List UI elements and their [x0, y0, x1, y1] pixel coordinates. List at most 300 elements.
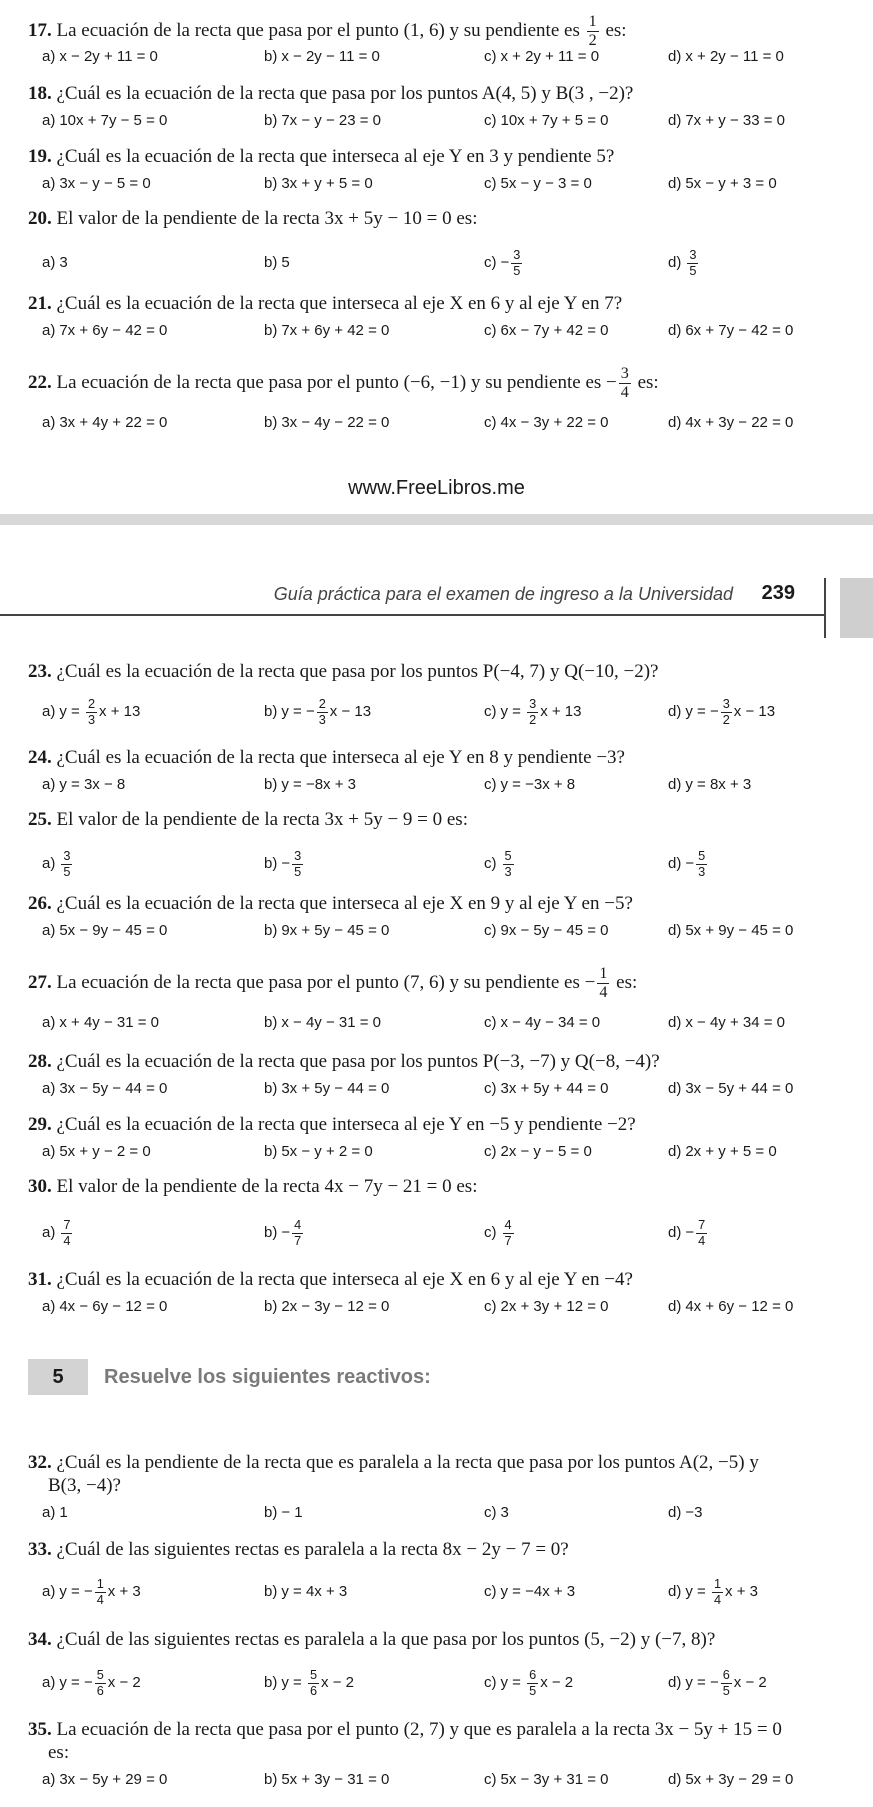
option-text: 5x − 9y − 45 = 0 [59, 922, 168, 939]
question-34: 34. ¿Cuál de las siguientes rectas es paralela a la que pasa por los puntos (5, −2) y (−7, 8)? [28, 1629, 716, 1650]
thumb-tab [840, 578, 873, 638]
fraction: $\frac{6}{5}$ [722, 1666, 730, 1698]
option-text: y = −4x + 3 [500, 1583, 576, 1600]
options-22 [28, 408, 838, 438]
fraction: $\frac{5}{6}$ [96, 1666, 104, 1698]
option-suffix: x − 2 [321, 1674, 354, 1691]
option-text: 3 [59, 254, 68, 271]
option-letter: b) [264, 855, 278, 872]
option-a[interactable] [42, 408, 167, 438]
option-text: 3x − y − 5 = 0 [59, 175, 151, 192]
option-letter: d) [668, 1298, 682, 1315]
option-b[interactable] [264, 1668, 354, 1698]
option-c[interactable] [484, 248, 524, 278]
option-c[interactable] [484, 1498, 509, 1528]
option-d[interactable] [668, 1074, 793, 1104]
option-c[interactable] [484, 1074, 609, 1104]
question-32: 32. ¿Cuál es la pendiente de la recta que es paralela a la recta que pasa por los puntos A(2, −5) y [28, 1452, 759, 1473]
fraction: $\frac{7}{4}$ [698, 1216, 706, 1248]
question-17: 17. La ecuación de la recta que pasa por el punto (1, 6) y su pendiente es $\frac{1}{2}$ es: [28, 13, 627, 50]
option-a[interactable] [42, 1137, 151, 1167]
option-letter: c) [484, 1224, 497, 1241]
fraction: $\frac{7}{4}$ [63, 1216, 71, 1248]
options-31 [28, 1292, 838, 1322]
option-prefix: − [685, 1224, 695, 1241]
option-a[interactable] [42, 1498, 68, 1528]
question-23: 23. ¿Cuál es la ecuación de la recta que pasa por los puntos P(−4, 7) y Q(−10, −2)? [28, 661, 659, 682]
question-21: 21. ¿Cuál es la ecuación de la recta que interseca al eje X en 6 y al eje Y en 7? [28, 293, 623, 314]
option-d[interactable] [668, 1577, 758, 1607]
option-letter: c) [484, 1504, 497, 1521]
options-23 [28, 697, 838, 727]
option-letter: c) [484, 1771, 497, 1788]
option-prefix: y = [59, 703, 84, 720]
option-text: 2x + y + 5 = 0 [685, 1143, 777, 1160]
option-d[interactable] [668, 770, 751, 800]
option-text: 9x + 5y − 45 = 0 [281, 922, 390, 939]
option-a[interactable] [42, 1765, 167, 1795]
option-text: 3x − 5y + 29 = 0 [59, 1771, 168, 1788]
option-text: 3x − 5y + 44 = 0 [685, 1080, 794, 1097]
option-suffix: x + 13 [99, 703, 141, 720]
option-text: 10x + 7y + 5 = 0 [500, 112, 609, 129]
option-text: 2x + 3y + 12 = 0 [500, 1298, 609, 1315]
option-letter: c) [484, 48, 497, 65]
option-suffix: x − 2 [540, 1674, 574, 1691]
option-letter: a) [42, 322, 56, 339]
fraction: $\frac{2}{3}$ [318, 695, 326, 727]
option-d[interactable] [668, 849, 709, 879]
header-rule [0, 614, 825, 616]
option-letter: d) [668, 855, 682, 872]
option-letter: d) [668, 1224, 682, 1241]
option-d[interactable] [668, 106, 785, 136]
options-34 [28, 1668, 838, 1698]
option-letter: a) [42, 855, 56, 872]
option-a[interactable] [42, 169, 151, 199]
option-b[interactable] [264, 248, 290, 278]
option-letter: b) [264, 112, 278, 129]
option-text: 3x + y + 5 = 0 [281, 175, 373, 192]
fraction: $\frac{1}{4}$ [713, 1575, 722, 1607]
options-27 [28, 1008, 838, 1038]
question-24: 24. ¿Cuál es la ecuación de la recta que interseca al eje Y en 8 y pendiente −3? [28, 747, 625, 768]
option-c[interactable] [484, 916, 609, 946]
options-26 [28, 916, 838, 946]
option-prefix: − [685, 855, 695, 872]
option-letter: b) [264, 1504, 278, 1521]
option-prefix: y = [500, 703, 526, 720]
option-letter: c) [484, 1583, 497, 1600]
option-text: 1 [59, 1504, 68, 1521]
question-28: 28. ¿Cuál es la ecuación de la recta que pasa por los puntos P(−3, −7) y Q(−8, −4)? [28, 1051, 660, 1072]
option-text: x − 4y + 34 = 0 [685, 1014, 785, 1031]
option-letter: d) [668, 1504, 682, 1521]
option-letter: c) [484, 1674, 497, 1691]
option-d[interactable] [668, 169, 777, 199]
fraction: $\frac{4}{7}$ [504, 1216, 512, 1248]
question-33: 33. ¿Cuál de las siguientes rectas es paralela a la recta 8x − 2y − 7 = 0? [28, 1539, 569, 1560]
fraction: $\frac{5}{6}$ [309, 1666, 318, 1698]
fraction: $\frac{5}{3}$ [698, 847, 706, 879]
option-prefix: y = [500, 1674, 526, 1691]
option-prefix: y = − [59, 1583, 93, 1600]
option-text: x + 4y − 31 = 0 [59, 1014, 159, 1031]
option-d[interactable] [668, 408, 793, 438]
option-c[interactable] [484, 1137, 592, 1167]
option-text: y = −8x + 3 [281, 776, 356, 793]
option-text: 7x + y − 33 = 0 [685, 112, 785, 129]
option-a[interactable] [42, 1218, 74, 1248]
option-c[interactable] [484, 169, 592, 199]
option-text: 5x + y − 2 = 0 [59, 1143, 151, 1160]
fraction: $\frac{3}{5}$ [689, 246, 697, 278]
option-a[interactable] [42, 1008, 159, 1038]
question-31: 31. ¿Cuál es la ecuación de la recta que interseca al eje X en 6 y al eje Y en −4? [28, 1269, 633, 1290]
option-b[interactable] [264, 770, 356, 800]
option-b[interactable] [264, 316, 389, 346]
option-text: − 1 [281, 1504, 303, 1521]
option-letter: a) [42, 254, 56, 271]
option-letter: a) [42, 48, 56, 65]
question-30: 30. El valor de la pendiente de la recta 4x − 7y − 21 = 0 es: [28, 1176, 478, 1197]
option-letter: b) [264, 1143, 278, 1160]
option-letter: d) [668, 112, 682, 129]
option-d[interactable] [668, 316, 793, 346]
section-title: Resuelve los siguientes reactivos: [104, 1366, 431, 1388]
option-b[interactable] [264, 1292, 389, 1322]
option-letter: d) [668, 1771, 682, 1788]
option-b[interactable] [264, 106, 381, 136]
options-33 [28, 1577, 838, 1607]
option-letter: d) [668, 254, 682, 271]
section-heading [28, 1359, 528, 1395]
option-suffix: x − 13 [733, 703, 776, 720]
question-27: 27. La ecuación de la recta que pasa por el punto (7, 6) y su pendiente es − $\frac{1}{4}$ es: [28, 965, 638, 1002]
question-32-continuation: B(3, −4)? [48, 1475, 121, 1496]
option-letter: a) [42, 1224, 56, 1241]
option-text: 5x − 3y + 31 = 0 [500, 1771, 609, 1788]
option-letter: c) [484, 1080, 497, 1097]
options-25 [28, 849, 838, 879]
question-25: 25. El valor de la pendiente de la recta 3x + 5y − 9 = 0 es: [28, 809, 468, 830]
option-letter: b) [264, 414, 278, 431]
option-text: 9x − 5y − 45 = 0 [500, 922, 609, 939]
option-c[interactable] [484, 408, 609, 438]
option-d[interactable] [668, 1498, 702, 1528]
option-prefix: y = [685, 1583, 710, 1600]
fraction: $\frac{1}{2}$ [588, 13, 597, 50]
option-d[interactable] [668, 1218, 709, 1248]
option-text: 5x + 9y − 45 = 0 [685, 922, 794, 939]
option-letter: d) [668, 1583, 682, 1600]
option-b[interactable] [264, 408, 389, 438]
option-b[interactable] [264, 1074, 389, 1104]
option-letter: a) [42, 703, 56, 720]
option-d[interactable] [668, 1292, 793, 1322]
option-b[interactable] [264, 1137, 373, 1167]
option-letter: b) [264, 1771, 278, 1788]
fraction: $\frac{3}{5}$ [294, 847, 302, 879]
option-letter: b) [264, 703, 278, 720]
option-letter: c) [484, 1143, 497, 1160]
options-21 [28, 316, 838, 346]
option-letter: d) [668, 1143, 682, 1160]
option-d[interactable] [668, 42, 784, 72]
option-c[interactable] [484, 849, 516, 879]
options-35 [28, 1765, 838, 1795]
option-letter: a) [42, 1674, 56, 1691]
option-prefix: y = − [281, 703, 315, 720]
option-letter: a) [42, 776, 56, 793]
question-35-continuation: es: [48, 1742, 70, 1763]
option-a[interactable] [42, 916, 167, 946]
option-letter: c) [484, 776, 497, 793]
option-text: 3x + 4y + 22 = 0 [59, 414, 168, 431]
option-text: 5x − y + 3 = 0 [685, 175, 777, 192]
option-letter: a) [42, 112, 56, 129]
option-suffix: x − 13 [329, 703, 372, 720]
option-letter: b) [264, 1583, 278, 1600]
question-35: 35. La ecuación de la recta que pasa por el punto (2, 7) y que es paralela a la recta 3x − 5y + 15 = 0 [28, 1719, 782, 1740]
option-letter: c) [484, 112, 497, 129]
option-text: 5x − y − 3 = 0 [500, 175, 592, 192]
option-prefix: y = − [685, 1674, 719, 1691]
option-text: x − 2y + 11 = 0 [59, 48, 158, 65]
options-24 [28, 770, 838, 800]
option-c[interactable] [484, 1765, 609, 1795]
option-letter: d) [668, 1014, 682, 1031]
page-number: 239 [761, 582, 795, 604]
fraction: $\frac{3}{5}$ [513, 246, 521, 278]
option-text: 3x − 4y − 22 = 0 [281, 414, 390, 431]
option-b[interactable] [264, 1765, 389, 1795]
question-19: 19. ¿Cuál es la ecuación de la recta que interseca al eje Y en 3 y pendiente 5? [28, 146, 615, 167]
option-text: 7x − y − 23 = 0 [281, 112, 381, 129]
option-text: 7x + 6y + 42 = 0 [281, 322, 390, 339]
option-letter: b) [264, 48, 278, 65]
option-a[interactable] [42, 248, 68, 278]
option-text: y = 8x + 3 [685, 776, 752, 793]
option-suffix: x + 3 [725, 1583, 758, 1600]
section-number: 5 [28, 1359, 88, 1395]
option-a[interactable] [42, 42, 158, 72]
option-letter: d) [668, 48, 682, 65]
option-prefix: − [281, 855, 291, 872]
option-a[interactable] [42, 1577, 141, 1607]
option-letter: b) [264, 175, 278, 192]
option-c[interactable] [484, 1577, 575, 1607]
option-letter: a) [42, 414, 56, 431]
option-text: 5x − y + 2 = 0 [281, 1143, 373, 1160]
options-28 [28, 1074, 838, 1104]
fraction: $\frac{6}{5}$ [529, 1666, 537, 1698]
page-separator [0, 514, 873, 525]
option-letter: c) [484, 414, 497, 431]
option-c[interactable] [484, 42, 599, 72]
options-20 [28, 248, 838, 278]
option-d[interactable] [668, 1008, 785, 1038]
fraction: $\frac{3}{2}$ [722, 695, 730, 727]
option-suffix: x − 2 [733, 1674, 767, 1691]
option-text: 6x − 7y + 42 = 0 [500, 322, 609, 339]
option-text: 6x + 7y − 42 = 0 [685, 322, 794, 339]
option-suffix: x + 3 [107, 1583, 141, 1600]
fraction: $\frac{4}{7}$ [294, 1216, 302, 1248]
option-c[interactable] [484, 1008, 600, 1038]
options-18 [28, 106, 838, 136]
option-text: 4x + 3y − 22 = 0 [685, 414, 794, 431]
option-b[interactable] [264, 916, 389, 946]
option-c[interactable] [484, 1668, 573, 1698]
option-text: y = −3x + 8 [500, 776, 576, 793]
option-letter: c) [484, 1014, 497, 1031]
option-letter: c) [484, 703, 497, 720]
option-letter: d) [668, 175, 682, 192]
option-letter: b) [264, 1014, 278, 1031]
option-text: 4x + 6y − 12 = 0 [685, 1298, 794, 1315]
option-letter: b) [264, 254, 278, 271]
options-19 [28, 169, 838, 199]
option-text: 4x − 6y − 12 = 0 [59, 1298, 168, 1315]
option-c[interactable] [484, 316, 609, 346]
option-text: 3x + 5y + 44 = 0 [500, 1080, 609, 1097]
option-letter: c) [484, 254, 497, 271]
option-c[interactable] [484, 697, 581, 727]
fraction: $\frac{2}{3}$ [87, 695, 96, 727]
option-b[interactable] [264, 169, 373, 199]
option-text: 5x + 3y − 31 = 0 [281, 1771, 390, 1788]
option-letter: d) [668, 322, 682, 339]
option-prefix: y = [281, 1674, 306, 1691]
option-text: x − 2y − 11 = 0 [281, 48, 380, 65]
options-17 [28, 42, 838, 72]
option-suffix: x + 13 [540, 703, 582, 720]
option-text: x − 4y − 31 = 0 [281, 1014, 381, 1031]
option-letter: b) [264, 322, 278, 339]
option-letter: b) [264, 1080, 278, 1097]
option-a[interactable] [42, 106, 167, 136]
option-text: 3 [500, 1504, 509, 1521]
option-letter: d) [668, 776, 682, 793]
option-c[interactable] [484, 1292, 609, 1322]
option-letter: d) [668, 414, 682, 431]
header-vertical-rule [824, 578, 826, 638]
option-c[interactable] [484, 106, 609, 136]
option-letter: d) [668, 1080, 682, 1097]
option-letter: a) [42, 1080, 56, 1097]
option-d[interactable] [668, 697, 775, 727]
option-b[interactable] [264, 1008, 381, 1038]
question-26: 26. ¿Cuál es la ecuación de la recta que interseca al eje X en 9 y al eje Y en −5? [28, 893, 633, 914]
fraction: $\frac{3}{4}$ [620, 365, 629, 402]
option-prefix: − [500, 254, 510, 271]
options-29 [28, 1137, 838, 1167]
fraction: $\frac{1}{4}$ [599, 965, 608, 1002]
option-letter: b) [264, 776, 278, 793]
fraction: $\frac{1}{4}$ [96, 1575, 104, 1607]
option-letter: a) [42, 175, 56, 192]
option-text: x − 4y − 34 = 0 [500, 1014, 601, 1031]
option-c[interactable] [484, 1218, 516, 1248]
option-letter: a) [42, 922, 56, 939]
option-letter: b) [264, 1298, 278, 1315]
fraction: $\frac{5}{3}$ [504, 847, 512, 879]
option-letter: d) [668, 1674, 682, 1691]
option-d[interactable] [668, 1765, 793, 1795]
option-letter: c) [484, 922, 497, 939]
book-title: Guía práctica para el examen de ingreso a la Universidad [273, 584, 733, 604]
option-text: y = 4x + 3 [281, 1583, 348, 1600]
option-d[interactable] [668, 1137, 777, 1167]
option-prefix: y = − [685, 703, 719, 720]
option-d[interactable] [668, 916, 793, 946]
option-suffix: x − 2 [107, 1674, 141, 1691]
fraction: $\frac{3}{5}$ [63, 847, 71, 879]
option-d[interactable] [668, 248, 700, 278]
option-text: 2x − y − 5 = 0 [500, 1143, 592, 1160]
option-letter: a) [42, 1771, 56, 1788]
option-letter: d) [668, 703, 682, 720]
option-prefix: − [281, 1224, 291, 1241]
option-text: 3x − 5y − 44 = 0 [59, 1080, 168, 1097]
option-letter: a) [42, 1504, 56, 1521]
option-a[interactable] [42, 697, 140, 727]
option-letter: d) [668, 922, 682, 939]
option-text: x + 2y + 11 = 0 [500, 48, 600, 65]
option-b[interactable] [264, 849, 305, 879]
website-link[interactable]: www.FreeLibros.me [348, 477, 525, 499]
option-a[interactable] [42, 1074, 167, 1104]
option-b[interactable] [264, 42, 380, 72]
options-30 [28, 1218, 838, 1248]
option-a[interactable] [42, 1292, 167, 1322]
option-b[interactable] [264, 1577, 347, 1607]
option-letter: b) [264, 922, 278, 939]
options-32 [28, 1498, 838, 1528]
option-letter: a) [42, 1298, 56, 1315]
option-letter: b) [264, 1674, 278, 1691]
option-b[interactable] [264, 697, 371, 727]
question-22: 22. La ecuación de la recta que pasa por el punto (−6, −1) y su pendiente es − $\frac{3}{4}$ es: [28, 365, 659, 402]
option-text: −3 [685, 1504, 703, 1521]
option-text: 3x + 5y − 44 = 0 [281, 1080, 390, 1097]
option-letter: b) [264, 1224, 278, 1241]
option-text: 7x + 6y − 42 = 0 [59, 322, 168, 339]
option-c[interactable] [484, 770, 575, 800]
option-text: x + 2y − 11 = 0 [685, 48, 784, 65]
option-a[interactable] [42, 849, 74, 879]
option-prefix: y = − [59, 1674, 93, 1691]
option-d[interactable] [668, 1668, 767, 1698]
option-text: 10x + 7y − 5 = 0 [59, 112, 168, 129]
option-text: 4x − 3y + 22 = 0 [500, 414, 609, 431]
option-a[interactable] [42, 316, 167, 346]
option-b[interactable] [264, 1218, 305, 1248]
option-letter: c) [484, 1298, 497, 1315]
question-29: 29. ¿Cuál es la ecuación de la recta que interseca al eje Y en −5 y pendiente −2? [28, 1114, 636, 1135]
option-text: 2x − 3y − 12 = 0 [281, 1298, 390, 1315]
option-letter: a) [42, 1014, 56, 1031]
fraction: $\frac{3}{2}$ [529, 695, 537, 727]
option-a[interactable] [42, 770, 125, 800]
option-text: 5 [281, 254, 290, 271]
option-letter: a) [42, 1583, 56, 1600]
option-a[interactable] [42, 1668, 141, 1698]
page-header [0, 578, 873, 618]
option-text: y = 3x − 8 [59, 776, 126, 793]
option-b[interactable] [264, 1498, 303, 1528]
